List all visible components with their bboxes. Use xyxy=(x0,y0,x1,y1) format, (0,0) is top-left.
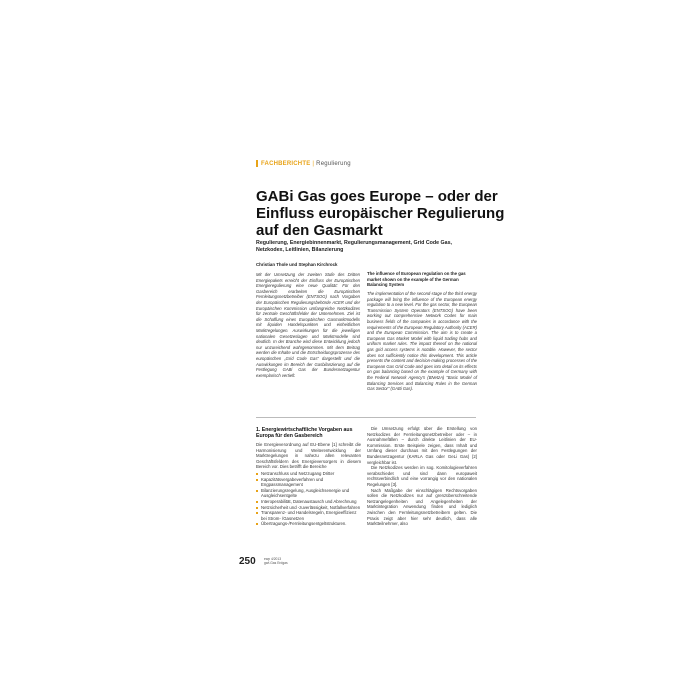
body-paragraph: Die Netzkodizes werden im sog. Komitologieverfahren verabschiedet und sind dann europaweit rechtsverbindlich und eine vorrangig vor den nationalen Regelungen [3]. xyxy=(367,465,477,487)
body-paragraph: Die Umsetzung erfolgt über die Erstellung von Netzkodizes der Fernleitungsnetzbetreiber oder – in Ausnahmefällen – durch direkte Leitlinien der EU-Kommission. Erste Beispiele zeigen, dass Inhalt und Umfang dieser durchaus mit den Festlegungen der Bundesnetzagentur (KARLA Gas oder GeLi Gas) [2] vergleichbar ist. xyxy=(367,426,477,465)
header-separator: | xyxy=(312,161,315,168)
header-accent-bar xyxy=(256,160,258,167)
header-section: FACHBERICHTE xyxy=(261,161,311,168)
abstract-english-title: The influence of European regulation on the gas market shown on the example of the German Balancing System xyxy=(367,271,466,287)
body-column-left xyxy=(256,442,361,527)
running-header xyxy=(256,160,351,167)
page-number: 250 xyxy=(239,556,256,567)
bullet-item: Netzsicherheit und -zuverlässigkeit, Notfallverfahren xyxy=(256,505,361,511)
bullet-item: Transparenz- und Handelsregeln, Energieeffizienz bei Strom- /Gasnetzen xyxy=(256,510,361,521)
bullet-item: Bilanzierungsregelung, Ausgleichsenergie und Ausgleichsentgelte xyxy=(256,488,361,499)
bullet-item: Übertragungs-/Fernleitungsentgeltstrukturen. xyxy=(256,521,361,527)
bullet-item: Interoperabilität, Datenaustausch und Abrechnung xyxy=(256,499,361,505)
body-paragraph: Nach Maßgabe der einschlägigen Rechtsvorgaben sollen die Netzkodizes nur auf grenzüberschreitende Netzangelegenheiten und Angelegenheiten der Marktintegration Anwendung finden und lediglich zwischen den Fernleitungsnetzbetreibern gelten. Die Praxis zeigt aber hier sehr deutlich, dass alle Marktteilnehmer, also xyxy=(367,487,477,527)
article-title: GABi Gas goes Europe – oder der Einfluss europäischer Regulierung auf den Gasmarkt xyxy=(256,188,505,239)
section-heading: 1. Energiewirtschaftliche Vorgaben aus Europa für den Gasbereich xyxy=(256,427,353,440)
section-divider xyxy=(256,417,476,418)
bullet-item: Netzanschluss und Netzzugang Dritter xyxy=(256,471,361,477)
header-subsection: Regulierung xyxy=(316,161,351,168)
authors: Christian Thole und Stephan Kirchrock xyxy=(256,262,338,267)
abstract-german: Mit der Umsetzung der zweiten Stufe des Dritten Energiepakets erreicht der Einfluss der Europäischen Energieregulierung eine neue Qualität: Für den Gasbereich erarbeiten die Europäischen Fernleitungsnetzbetreiber (ENTSOG) nach Vorgaben der Europäischen Regulierungsbehörde ACER und der Europäischen Kommission umfangreiche Netzkodizes für zentrale Geschäftsfelder der Unternehmen. Ziel ist die Schaffung eines Europäischen Gasmarktmodells mit liquiden Handelspunkten und einheitlichen Marktregelungen. Auswirkungen für die jeweiligen nationalen Gesetzeslagen und Marktmodelle sind deutlich. In der Branche wird diese Entwicklung jedoch nur unzureichend wahrgenommen. Mit dem Beitrag werden die Inhalte und die Entscheidungsprozesse des europäischen „Grid Code Gas“ dargestellt und die Auswirkungen im Bereich der Gasbilanzierung auf die Festlegung GABi Gas der Bundesnetzagentur exemplarisch vertieft. xyxy=(256,272,360,378)
journal-line: gwf-Gas Erdgas xyxy=(264,561,288,565)
body-column-right xyxy=(367,426,477,527)
bullet-list xyxy=(256,471,361,527)
bullet-item: Kapazitätsvergabeverfahren und Engpassmanagement xyxy=(256,477,361,488)
keywords: Regulierung, Energiebinnenmarkt, Regulierungsmanagement, Grid Code Gas, Netzkodex, Leitlinien, Bilanzierung xyxy=(256,240,453,253)
journal-line: ewp 4/2013 xyxy=(264,557,282,561)
body-paragraph: Die Energieverordnung auf EU-Ebene [1] schreibt die Harmonisierung und Weiterentwicklung der Marktregelungen in nahezu allen relevanten Geschäftsfeldern des Energieversorgers in diesem Bereich vor. Dies betrifft die Bereiche xyxy=(256,442,361,470)
journal-info xyxy=(264,557,288,565)
abstract-english: The implementation of the second-stage of the third energy package will bring the influence of the European energy regulation to a new level. For the gas sector, the European Transmission System Operators (ENTSOG) have been working out comprehensive Network Codes for main business fields of the companies in accordance with the requirements of the European Regulatory Authority (ACER) and the European Commission. The aim is to create a European Gas Market Model with liquid trading hubs and uniform market rules. The impact thereof on the national gas grid access systems is notable. However, the sector does not sufficiently notice this development. This article presents the content and decision-making processes of the European Gas Grid Code and goes into detail on its effects on gas balancing based on the example of Germany with the Federal Network Agency's (BNetzA) “Basic Model of Balancing Services and Balancing Rules in the German Gas Sector” (GABi Gas). xyxy=(367,291,477,392)
